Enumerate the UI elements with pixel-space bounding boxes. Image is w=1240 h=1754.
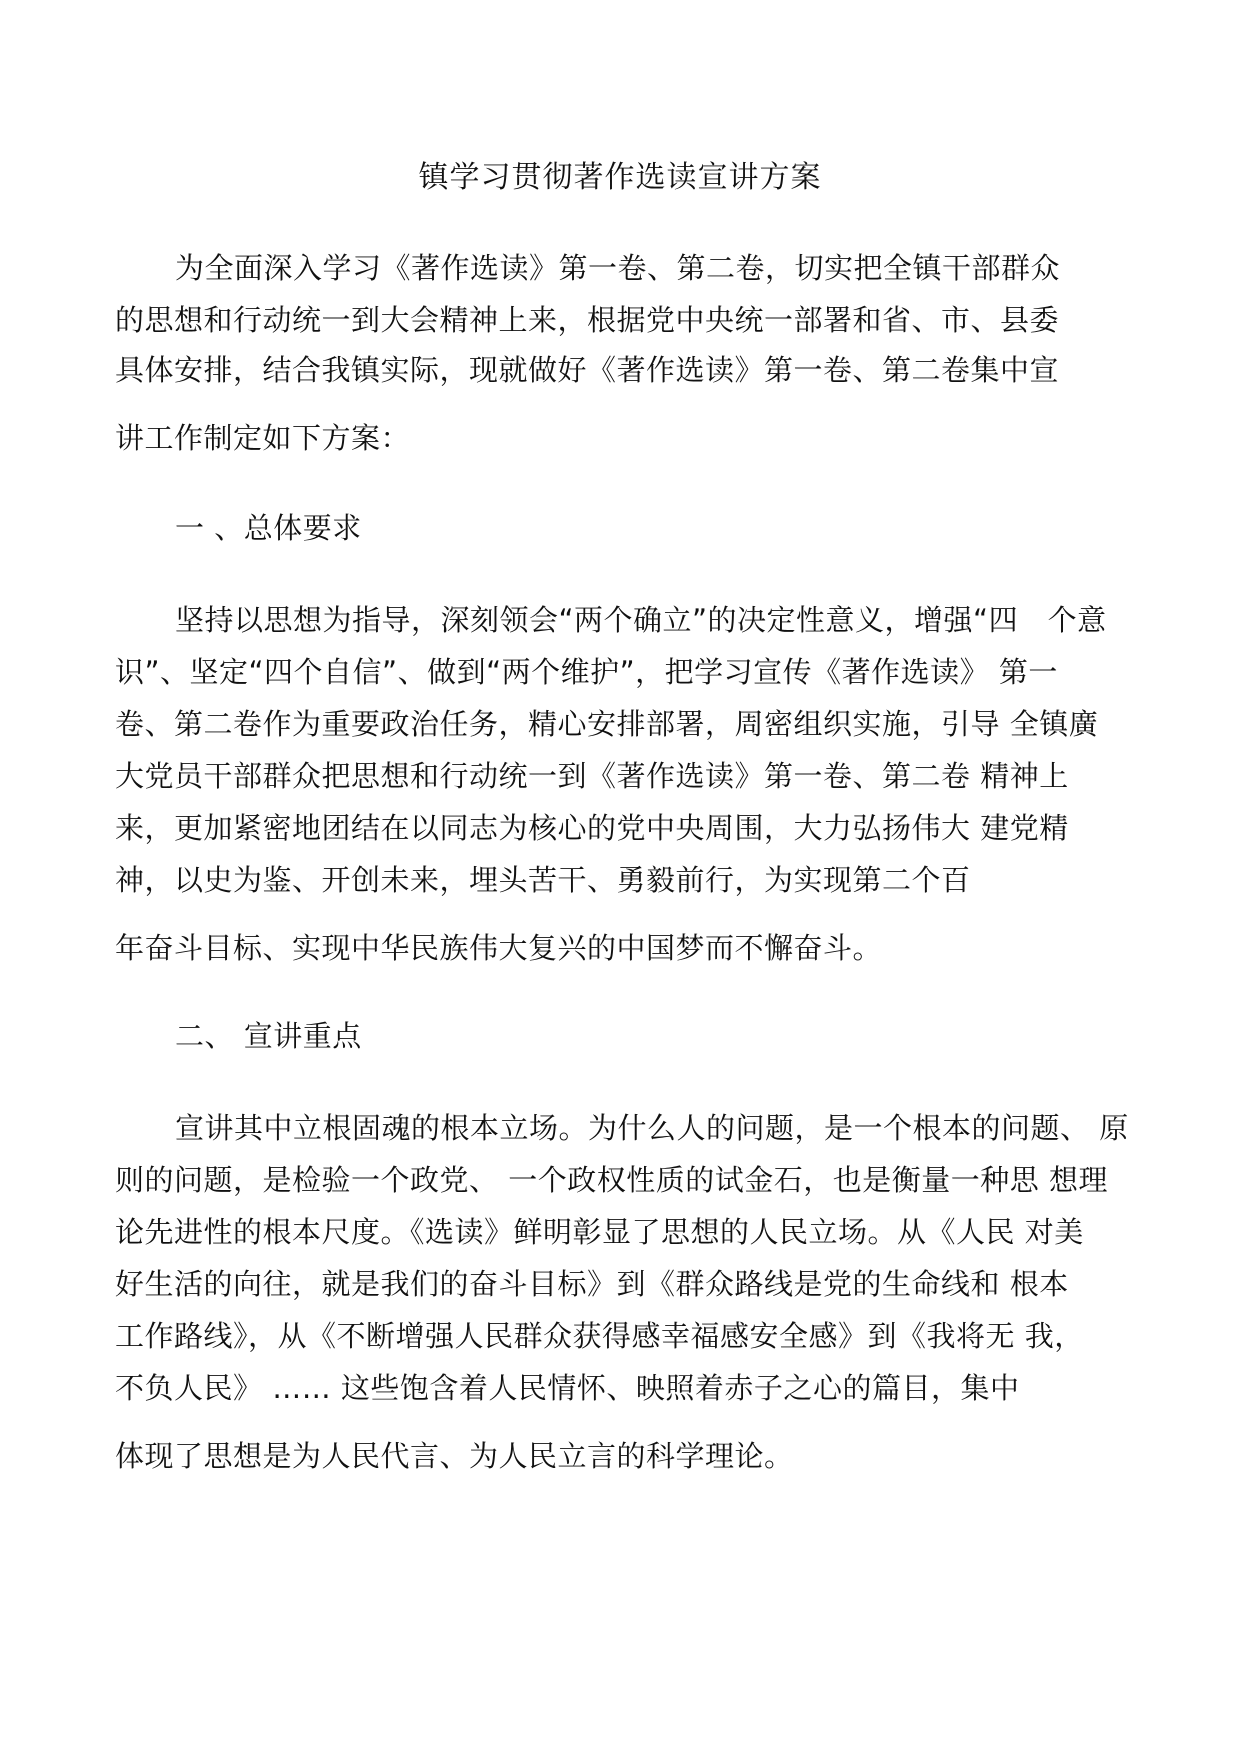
section-1-line-6: 神，以史为鉴、开创未来，埋头苦干、勇毅前行，为实现第二个百	[115, 863, 971, 897]
section-2-line-1: 宣讲其中立根固魂的根本立场。为什么人的问题，是一个根本的问题、 原	[175, 1111, 1129, 1145]
section-1-line-4: 大党员干部群众把思想和行动统一到《著作选读》第一卷、第二卷 精神上	[115, 759, 1069, 793]
section-2-line-7: 体现了思想是为人民代言、为人民立言的科学理论。	[115, 1439, 794, 1473]
section-1-line-5: 来，更加紧密地团结在以同志为核心的党中央周围，大力弘扬伟大 建党精	[115, 811, 1069, 845]
section-1-line-3: 卷、第二卷作为重要政治任务，精心安排部署，周密组织实施，引导 全镇廣	[115, 707, 1099, 741]
intro-line-1: 为全面深入学习《著作选读》第一卷、第二卷，切实把全镇干部群众	[175, 251, 1061, 285]
section-1-heading: 一 、总体要求	[175, 511, 362, 545]
section-2-line-4: 好生活的向往，就是我们的奋斗目标》到《群众路线是党的生命线和 根本	[115, 1267, 1069, 1301]
section-2-heading: 二、 宣讲重点	[175, 1019, 362, 1053]
section-2-line-6: 不负人民》 …… 这些饱含着人民情怀、映照着赤子之心的篇目，集中	[115, 1371, 1020, 1405]
section-2-line-5: 工作路线》，从《不断增强人民群众获得感幸福感安全感》到《我将无 我，	[115, 1319, 1084, 1353]
section-2-line-3: 论先进性的根本尺度。《选读》鲜明彰显了思想的人民立场。从《人民 对美	[115, 1215, 1084, 1249]
intro-line-2: 的思想和行动统一到大会精神上来，根据党中央统一部署和省、市、县委	[115, 303, 1060, 337]
intro-line-3: 具体安排，结合我镇实际，现就做好《著作选读》第一卷、第二卷集中宣	[115, 353, 1060, 387]
section-1-line-7: 年奋斗目标、实现中华民族伟大复兴的中国梦而不懈奋斗。	[115, 931, 883, 965]
document-title: 镇学习贯彻著作选读宣讲方案	[418, 160, 822, 195]
section-1-line-2: 识”、坚定“四个自信”、做到“两个维护”，把学习宣传《著作选读》 第一	[115, 655, 1058, 689]
section-2-line-2: 则的问题，是检验一个政党、 一个政权性质的试金石，也是衡量一种思 想理	[115, 1163, 1108, 1197]
intro-line-4: 讲工作制定如下方案：	[115, 421, 411, 455]
section-1-line-1: 坚持以思想为指导，深刻领会“两个确立”的决定性意义，增强“四 个意	[175, 603, 1107, 637]
